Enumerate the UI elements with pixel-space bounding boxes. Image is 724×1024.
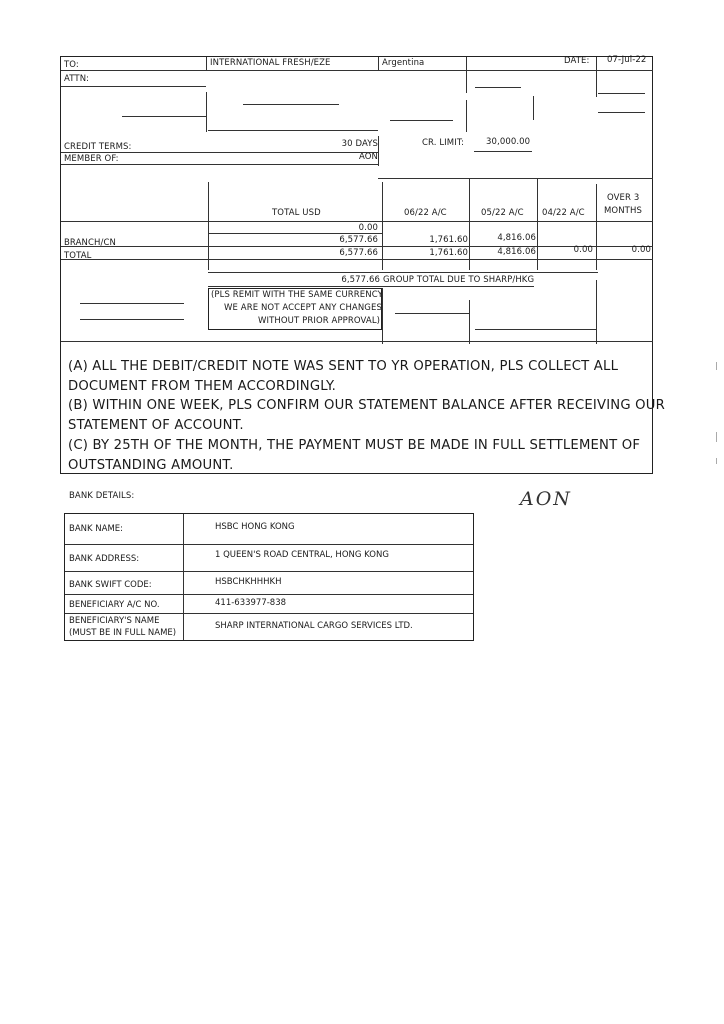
beneficiary-name-label: BENEFICIARY'S NAME bbox=[69, 616, 160, 626]
beneficiary-account-value: 411-633977-838 bbox=[215, 598, 287, 608]
row2-label: TOTAL bbox=[64, 251, 92, 261]
col-over3: OVER 3 bbox=[607, 193, 640, 203]
row2-0422: 0.00 bbox=[573, 245, 593, 255]
credit-underline bbox=[61, 152, 378, 153]
grid-fragment bbox=[206, 92, 207, 132]
bank-address-value: 1 QUEEN'S ROAD CENTRAL, HONG KONG bbox=[215, 550, 389, 560]
scan-margin-mark bbox=[716, 432, 717, 442]
credit-limit-value: 30,000.00 bbox=[486, 137, 531, 147]
to-label: TO: bbox=[64, 60, 79, 70]
grid-fragment bbox=[382, 288, 383, 344]
attn-label: ATTN: bbox=[64, 74, 90, 84]
row2-0622: 1,761.60 bbox=[429, 248, 468, 258]
to-value: INTERNATIONAL FRESH/EZE bbox=[210, 58, 331, 68]
date-label: DATE: bbox=[564, 56, 590, 66]
table-col-divider-2 bbox=[469, 178, 470, 270]
note-a-line2: DOCUMENT FROM THEM ACCORDINGLY. bbox=[68, 379, 337, 394]
row0-total: 0.00 bbox=[358, 223, 378, 233]
grid-fragment bbox=[596, 280, 597, 344]
grid-fragment bbox=[395, 313, 469, 314]
grid-fragment bbox=[466, 100, 467, 132]
table-header-underline bbox=[61, 221, 653, 222]
credit-terms-label: CREDIT TERMS: bbox=[64, 142, 132, 152]
beneficiary-name-note: (MUST BE IN FULL NAME) bbox=[69, 628, 177, 638]
row2-0522: 4,816.06 bbox=[497, 247, 536, 257]
row1-0522: 4,816.06 bbox=[497, 233, 536, 243]
remit-notice-line1: (PLS REMIT WITH THE SAME CURRENCY bbox=[211, 290, 383, 300]
grid-fragment bbox=[390, 120, 453, 121]
header-divider-2 bbox=[378, 57, 379, 70]
credit-terms-value: 30 DAYS bbox=[341, 139, 378, 149]
note-b-line2: STATEMENT OF ACCOUNT. bbox=[68, 418, 244, 433]
credit-underline-2 bbox=[61, 164, 378, 165]
header-divider-1 bbox=[206, 57, 207, 70]
header-underline bbox=[61, 70, 653, 71]
swift-code-label: BANK SWIFT CODE: bbox=[69, 580, 152, 590]
remit-notice-line2: WE ARE NOT ACCEPT ANY CHANGES bbox=[224, 303, 382, 313]
table-top-line bbox=[378, 178, 653, 179]
grid-fragment bbox=[80, 319, 184, 320]
col-0422: 04/22 A/C bbox=[542, 208, 585, 218]
credit-limit-label: CR. LIMIT: bbox=[422, 138, 465, 148]
handwritten-aon: AON bbox=[520, 488, 572, 510]
group-total-topline bbox=[208, 272, 598, 273]
grid-fragment bbox=[598, 93, 645, 94]
bank-row-line bbox=[65, 544, 473, 545]
member-of-value: AON bbox=[358, 152, 378, 162]
grid-fragment bbox=[208, 130, 378, 131]
grid-fragment bbox=[469, 300, 470, 344]
swift-code-value: HSBCHKHHHKH bbox=[215, 577, 282, 587]
grid-fragment bbox=[243, 104, 339, 105]
bank-name-label: BANK NAME: bbox=[69, 524, 124, 534]
bank-row-line bbox=[65, 613, 473, 614]
group-total-underline bbox=[208, 286, 534, 287]
bank-details-heading: BANK DETAILS: bbox=[69, 491, 135, 501]
table-col-divider-1 bbox=[382, 182, 383, 270]
bank-address-label: BANK ADDRESS: bbox=[69, 554, 140, 564]
grid-fragment bbox=[122, 116, 206, 117]
date-value: 07-Jul-22 bbox=[607, 55, 647, 65]
location: Argentina bbox=[382, 58, 425, 68]
bank-row-line bbox=[65, 594, 473, 595]
col-total-usd: TOTAL USD bbox=[272, 208, 321, 218]
col-0622: 06/22 A/C bbox=[404, 208, 447, 218]
grid-fragment bbox=[475, 329, 596, 330]
note-a-line1: (A) ALL THE DEBIT/CREDIT NOTE WAS SENT TO YR OPERATION, PLS COLLECT ALL bbox=[68, 359, 619, 374]
note-c-line2: OUTSTANDING AMOUNT. bbox=[68, 458, 234, 473]
beneficiary-account-label: BENEFICIARY A/C NO. bbox=[69, 600, 160, 610]
note-b-line1: (B) WITHIN ONE WEEK, PLS CONFIRM OUR STATEMENT BALANCE AFTER RECEIVING OUR bbox=[68, 398, 665, 413]
note-c-line1: (C) BY 25TH OF THE MONTH, THE PAYMENT MUST BE MADE IN FULL SETTLEMENT OF bbox=[68, 438, 641, 453]
group-total-value: 6,577.66 bbox=[341, 275, 380, 285]
grid-fragment bbox=[475, 87, 521, 88]
beneficiary-name-value: SHARP INTERNATIONAL CARGO SERVICES LTD. bbox=[215, 621, 413, 631]
grid-fragment bbox=[61, 341, 653, 342]
limit-underline bbox=[474, 151, 532, 152]
credit-divider bbox=[378, 136, 379, 166]
row1-total: 6,577.66 bbox=[339, 235, 378, 245]
grid-fragment bbox=[533, 96, 534, 120]
row0-underline bbox=[208, 233, 382, 234]
grid-fragment bbox=[80, 303, 184, 304]
bank-name-value: HSBC HONG KONG bbox=[215, 522, 295, 532]
grid-fragment bbox=[598, 112, 645, 113]
member-of-label: MEMBER OF: bbox=[64, 154, 119, 164]
attn-underline bbox=[61, 86, 206, 87]
group-total-label: GROUP TOTAL DUE TO SHARP/HKG bbox=[383, 275, 535, 285]
bank-row-line bbox=[65, 571, 473, 572]
scan-margin-mark bbox=[716, 458, 717, 464]
remit-notice-line3: WITHOUT PRIOR APPROVAL) bbox=[258, 316, 381, 326]
header-divider-3 bbox=[466, 57, 467, 93]
row1-0622: 1,761.60 bbox=[429, 235, 468, 245]
col-0522: 05/22 A/C bbox=[481, 208, 524, 218]
row2-underline bbox=[61, 259, 653, 260]
col-months: MONTHS bbox=[604, 206, 642, 216]
row2-total: 6,577.66 bbox=[339, 248, 378, 258]
table-col-divider-0 bbox=[208, 182, 209, 270]
table-col-divider-3 bbox=[537, 178, 538, 270]
row2-over3: 0.00 bbox=[631, 245, 651, 255]
table-col-divider-4 bbox=[596, 184, 597, 270]
bank-box-divider bbox=[183, 514, 184, 640]
header-divider-4 bbox=[596, 57, 597, 97]
row1-label: BRANCH/CN bbox=[64, 238, 116, 248]
scan-margin-mark bbox=[716, 362, 717, 370]
